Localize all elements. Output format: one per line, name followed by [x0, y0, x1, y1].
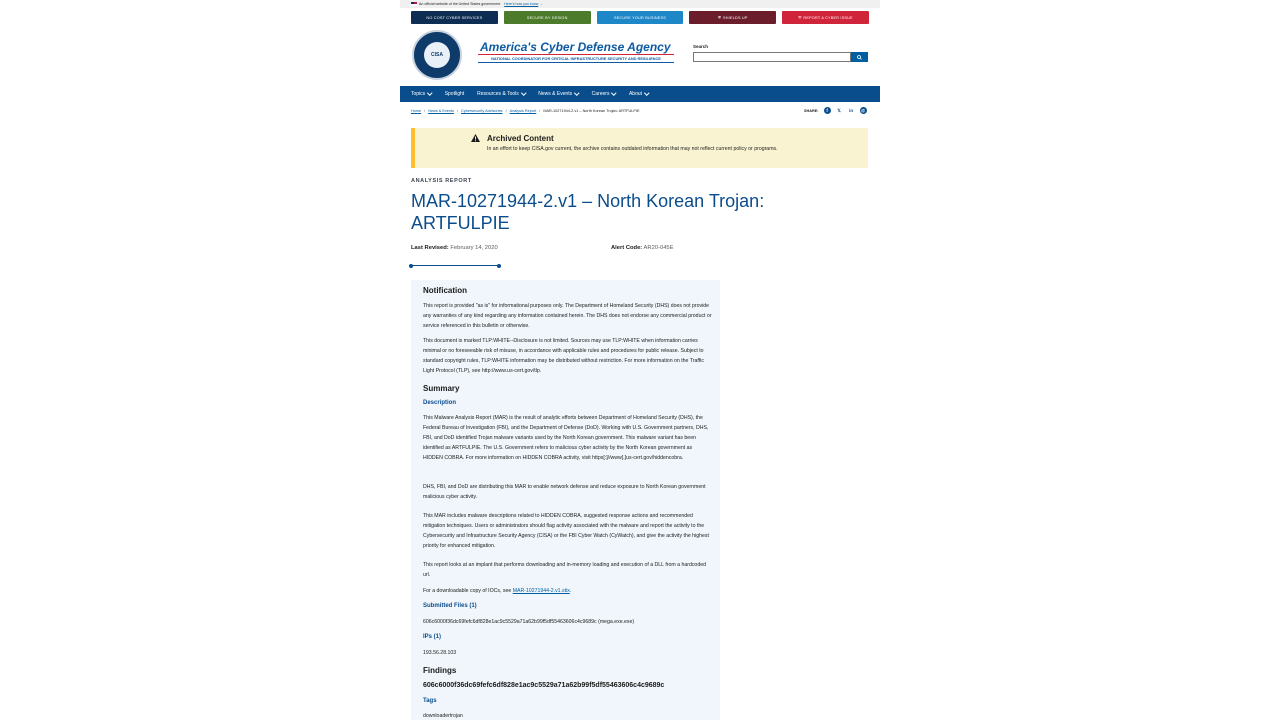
report-content — [411, 280, 720, 720]
shields-up-label: SHIELDS UP — [723, 15, 748, 20]
description-paragraph-2: DHS, FBI, and DoD are distributing this MAR to enable network defense and reduce exposure to North Korean government malicious cyber activity. — [423, 484, 706, 500]
tag-item: downloadertrojan — [423, 713, 463, 719]
last-revised-label: Last Revised: — [411, 245, 449, 251]
nav-spotlight[interactable] — [445, 91, 464, 97]
report-cyber-issue-label: REPORT A CYBER ISSUE — [803, 15, 853, 20]
nav-about-label: About — [628, 91, 643, 97]
archived-content-alert — [411, 128, 868, 168]
heres-how-you-know-link[interactable]: Here's how you know — [504, 2, 539, 6]
breadcrumb-news-events[interactable]: News & Events — [428, 109, 454, 113]
report-type-label: ANALYSIS REPORT — [411, 178, 472, 184]
search-label: Search — [693, 44, 709, 49]
seal-center: CISA — [424, 42, 450, 68]
notification-heading: Notification — [423, 286, 467, 295]
us-flag-icon — [411, 2, 417, 6]
chevron-down-icon — [574, 91, 579, 96]
description-heading: Description — [423, 400, 457, 406]
findings-heading: Findings — [423, 666, 457, 675]
submitted-files-heading: Submitted Files (1) — [423, 603, 477, 609]
gov-banner — [400, 0, 880, 8]
archive-text: In an effort to keep CISA.gov current, the archive contains outdated information that may not reflect current policy or programs. — [487, 146, 778, 152]
archive-title: Archived Content — [487, 134, 554, 143]
ip-item: 193.56.28.103 — [423, 650, 457, 656]
description-paragraph-3: This MAR includes malware descriptions related to HIDDEN COBRA, suggested response actions and recommended mitigation techniques. Users or administrators should flag activity associated with the malware and report the activity to the Cybersecurity and Infrastructure Security Agency (CISA) or the FBI Cyber Watch (CyWatch), and give the activity the highest priority for enhanced mitigation. — [423, 513, 709, 549]
breadcrumb — [411, 109, 639, 113]
nav-resources-label: Resources & Tools — [477, 91, 519, 97]
x-twitter-icon[interactable]: 𝕏 — [837, 107, 841, 113]
nav-spotlight-label: Spotlight — [444, 91, 465, 97]
share-bar — [804, 107, 867, 114]
download-prefix: For a downloadable copy of IOCs, see — [423, 588, 513, 594]
cisa-seal-logo[interactable] — [412, 30, 462, 80]
secure-your-business-button[interactable]: SECURE YOUR BUSINESS — [597, 11, 684, 24]
ips-heading: IPs (1) — [423, 634, 442, 640]
chevron-down-icon — [427, 91, 432, 96]
download-paragraph — [423, 586, 713, 596]
nav-topics-label: Topics — [411, 91, 426, 97]
chevron-down-icon — [644, 91, 649, 96]
share-label: SHARE: — [804, 108, 819, 113]
breadcrumb-separator: / — [539, 109, 541, 113]
nav-news-label: News & Events — [538, 91, 573, 97]
linkedin-icon[interactable]: in — [849, 108, 854, 113]
search-icon — [857, 55, 862, 60]
chevron-down-icon — [612, 91, 617, 96]
breadcrumb-advisories[interactable]: Cybersecurity Advisories — [461, 109, 503, 113]
breadcrumb-separator: / — [424, 109, 426, 113]
last-revised-value: February 14, 2020 — [450, 245, 498, 251]
description-paragraph-1: This Malware Analysis Report (MAR) is the result of analytic efforts between Department of Homeland Security (DHS), the Federal Bureau of Investigation (FBI), and the Department of Defense (DoD). Working with U.S. Government partners, DHS, FBI, and DoD identified Trojan malware variants used by the North Korean government. This malware variant has been identified as ARTFULPIE. The U.S. Government refers to malicious cyber activity by the North Korean government as HIDDEN COBRA. For more information on HIDDEN COBRA activity, visit https[:]//www[.]us-cert.gov/hiddencobra. — [423, 415, 709, 461]
notification-paragraph-1: This report is provided "as is" for informational purposes only. The Department of Homeland Security (DHS) does not provide any warranties of any kind regarding any information contained herein. The DHS does not endorse any commercial product or service referenced in this bulletin or otherwise. — [423, 303, 712, 329]
alert-code — [611, 245, 674, 251]
shield-icon: ⛨ — [717, 15, 722, 20]
page — [400, 0, 880, 720]
notification-paragraph-2: This document is marked TLP:WHITE--Disclosure is not limited. Sources may use TLP:WHITE when information carries minimal or no foreseeable risk of misuse, in accordance with applicable rules and procedures for public release. Subject to standard copyright rules, TLP:WHITE information may be distributed without restriction. For more information on the Traffic Light Protocol (TLP), see http://www.us-cert.gov/tlp. — [423, 338, 704, 374]
report-cyber-issue-button[interactable] — [782, 11, 869, 24]
nav-news-events[interactable] — [538, 91, 578, 97]
nav-careers-label: Careers — [591, 91, 610, 97]
agency-subtitle: NATIONAL COORDINATOR FOR CRITICAL INFRASTRUCTURE SECURITY AND RESILIENCE — [478, 54, 674, 63]
tags-heading: Tags — [423, 698, 437, 704]
download-suffix: . — [569, 588, 572, 594]
search-button[interactable] — [851, 52, 868, 62]
nav-resources-tools[interactable] — [477, 91, 525, 97]
last-revised — [411, 245, 498, 251]
breadcrumb-separator: / — [456, 109, 459, 113]
alert-code-value: AR20-045E — [643, 245, 674, 251]
quick-links — [400, 8, 880, 24]
findings-hash: 606c6000f36dc69fefc6df828e1ac9c5529a71a62b99f5df55463606c4c9689c — [423, 682, 665, 689]
facebook-icon[interactable]: f — [824, 107, 831, 114]
search-input[interactable] — [693, 52, 851, 62]
chevron-down-icon[interactable]: ⌄ — [540, 2, 543, 6]
shield-alert-icon: ⛨ — [798, 15, 802, 20]
nav-careers[interactable] — [592, 91, 616, 97]
breadcrumb-separator: / — [505, 109, 507, 113]
secure-by-design-button[interactable]: SECURE BY DESIGN — [504, 11, 591, 24]
page-title: MAR-10271944-2.v1 – North Korean Trojan: ARTFULPIE — [411, 191, 765, 233]
breadcrumb-home[interactable]: Home — [411, 109, 422, 113]
site-header — [400, 24, 880, 86]
chevron-down-icon — [521, 91, 526, 96]
breadcrumb-current: MAR-10271944-2.v1 – North Korean Trojan: ARTFULPIE — [543, 109, 640, 113]
main-nav — [400, 86, 880, 102]
agency-title[interactable]: America's Cyber Defense Agency — [480, 40, 671, 54]
description-paragraph-4: This report looks at an implant that performs downloading and in-memory loading and execution of a DLL from a hardcoded url. — [423, 562, 706, 578]
shields-up-button[interactable] — [689, 11, 776, 24]
breadcrumb-analysis-report[interactable]: Analysis Report — [509, 109, 537, 113]
stix-download-link[interactable]: MAR-10271944-2.v1.stix — [512, 588, 570, 594]
gov-banner-text: An official website of the United States government — [419, 2, 501, 6]
breadcrumb-row — [400, 102, 880, 122]
nav-topics[interactable] — [411, 91, 432, 97]
nav-about[interactable] — [629, 91, 649, 97]
no-cost-cyber-services-button[interactable]: NO COST CYBER SERVICES — [411, 11, 498, 24]
alert-code-label: Alert Code: — [611, 245, 643, 251]
summary-heading: Summary — [423, 384, 460, 393]
warning-icon — [471, 134, 480, 142]
email-icon[interactable]: @ — [860, 108, 866, 113]
title-divider — [411, 265, 499, 266]
submitted-file-item: 606c6000f36dc69fefc6df828e1ac9c5529a71a62b99f5df55463606c4c9689c (mega.exe.exe) — [423, 619, 635, 625]
